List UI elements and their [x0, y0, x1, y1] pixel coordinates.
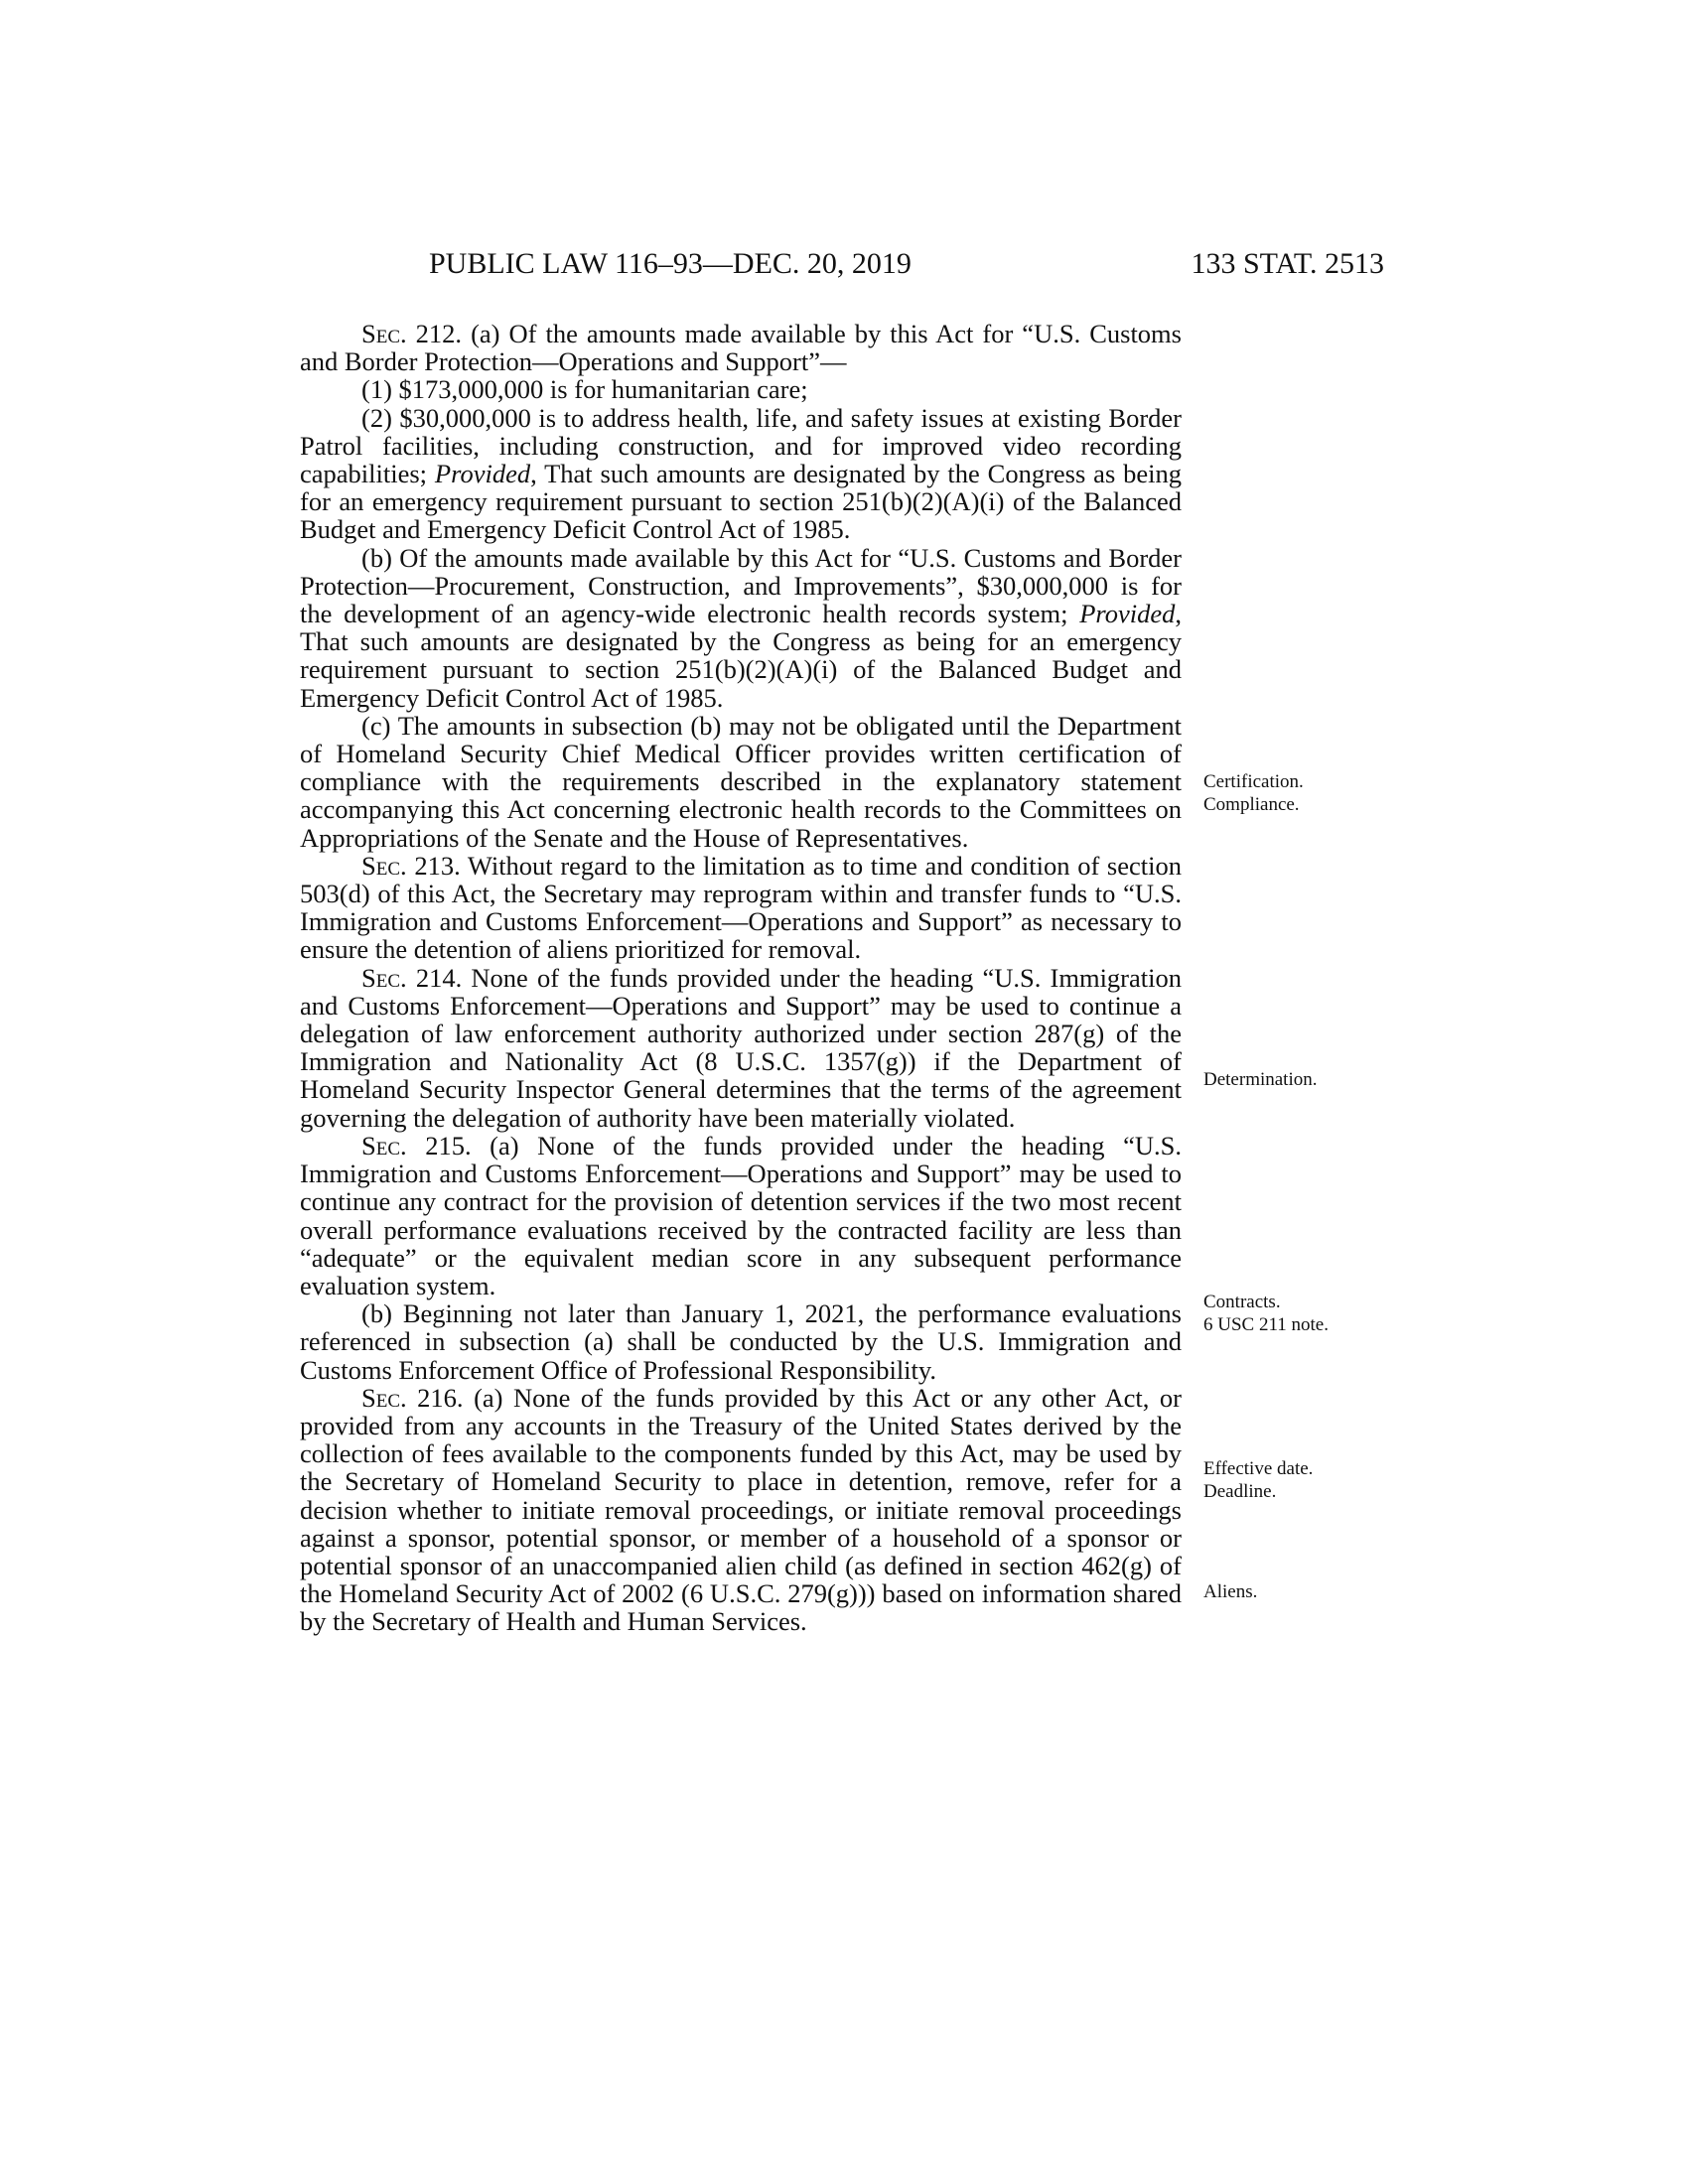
sec-212-b: (b) Of the amounts made available by this Act for “U.S. Customs and Border Protection—Procurement, Construction, and Improvements”, $30,000,000 is for the development of an agency-wide electronic health records system; Provided, That such amounts are designated by the Congress as being for an emergency requirement pursuant to section 251(b)(2)(A)(i) of the Balanced Budget and Emergency Deficit Control Act of 1985.	[300, 542, 1182, 713]
margin-note-effective-date: Effective date. Deadline.	[1203, 1458, 1314, 1502]
sec-214: Sec. 214. None of the funds provided under the heading “U.S. Immigration and Customs Enforcement—Operations and Support” may be used to continue a delegation of law enforcement authority authorized under section 287(g) of the Immigration and Nationality Act (8 U.S.C. 1357(g)) if the Department of Homeland Security Inspector General determines that the terms of the agreement governing the delegation of authority have been materially violated.	[300, 962, 1182, 1133]
sec-212-a: Sec. 212. (a) Of the amounts made available by this Act for “U.S. Customs and Border Protection—Operations and Support”—	[300, 319, 1182, 377]
sec-label: Sec.	[361, 850, 407, 881]
margin-note-contracts: Contracts. 6 USC 211 note.	[1203, 1292, 1329, 1335]
margin-note-certification: Certification. Compliance.	[1203, 771, 1304, 815]
sec-215-a: Sec. 215. (a) None of the funds provided under the heading “U.S. Immigration and Customs Enforcement—Operations and Support” may be used to continue any contract for the provision of detention services if the two most recent overall performance evaluations received by the contracted facility are less than “adequate” or the equivalent median score in any subsequent performance evaluation system.	[300, 1130, 1182, 1300]
running-head: PUBLIC LAW 116–93—DEC. 20, 2019	[429, 247, 912, 280]
page-header	[300, 244, 1384, 294]
sec-label: Sec.	[361, 1130, 407, 1160]
sec-213: Sec. 213. Without regard to the limitation as to time and condition of section 503(d) of this Act, the Secretary may reprogram within and transfer funds to “U.S. Immigration and Customs Enforcement—Operations and Support” as necessary to ensure the detention of aliens prioritized for removal.	[300, 850, 1182, 965]
sec-215-b: (b) Beginning not later than January 1, 2021, the performance evaluations referenced in subsection (a) shall be conducted by the U.S. Immigration and Customs Enforcement Office of Professional Responsibility.	[300, 1298, 1182, 1385]
sec-216-a: Sec. 216. (a) None of the funds provided by this Act or any other Act, or provided from any accounts in the Treasury of the United States derived by the collection of fees available to the components funded by this Act, may be used by the Secretary of Homeland Security to place in detention, remove, refer for a decision whether to initiate removal proceedings, or initiate removal proceedings against a sponsor, potential sponsor, or member of a household of a sponsor or potential sponsor of an unaccompanied alien child (as defined in section 462(g) of the Homeland Security Act of 2002 (6 U.S.C. 279(g))) based on information shared by the Secretary of Health and Human Services.	[300, 1382, 1182, 1637]
statute-body	[300, 320, 1182, 1636]
margin-note-determination: Determination.	[1203, 1069, 1318, 1090]
sec-label: Sec.	[361, 962, 407, 993]
margin-note-aliens: Aliens.	[1203, 1581, 1258, 1602]
page-folio: 133 STAT. 2513	[1191, 247, 1384, 280]
sec-212-a-2: (2) $30,000,000 is to address health, life, and safety issues at existing Border Patrol facilities, including construction, and for improved video recording capabilities; Provided, That such amounts are designated by the Congress as being for an emergency requirement pursuant to section 251(b)(2)(A)(i) of the Balanced Budget and Emergency Deficit Control Act of 1985.	[300, 402, 1183, 545]
sec-label: Sec.	[361, 1382, 407, 1413]
sec-212-c: (c) The amounts in subsection (b) may not be obligated until the Department of Homeland Security Chief Medical Officer provides written certification of compliance with the requirements described in the explanatory statement accompanying this Act concerning electronic health records to the Committees on Appropriations of the Senate and the House of Representatives.	[300, 710, 1182, 853]
sec-label: Sec.	[361, 319, 407, 348]
sec-212-a-1: (1) $173,000,000 is for humanitarian care;	[361, 374, 808, 405]
